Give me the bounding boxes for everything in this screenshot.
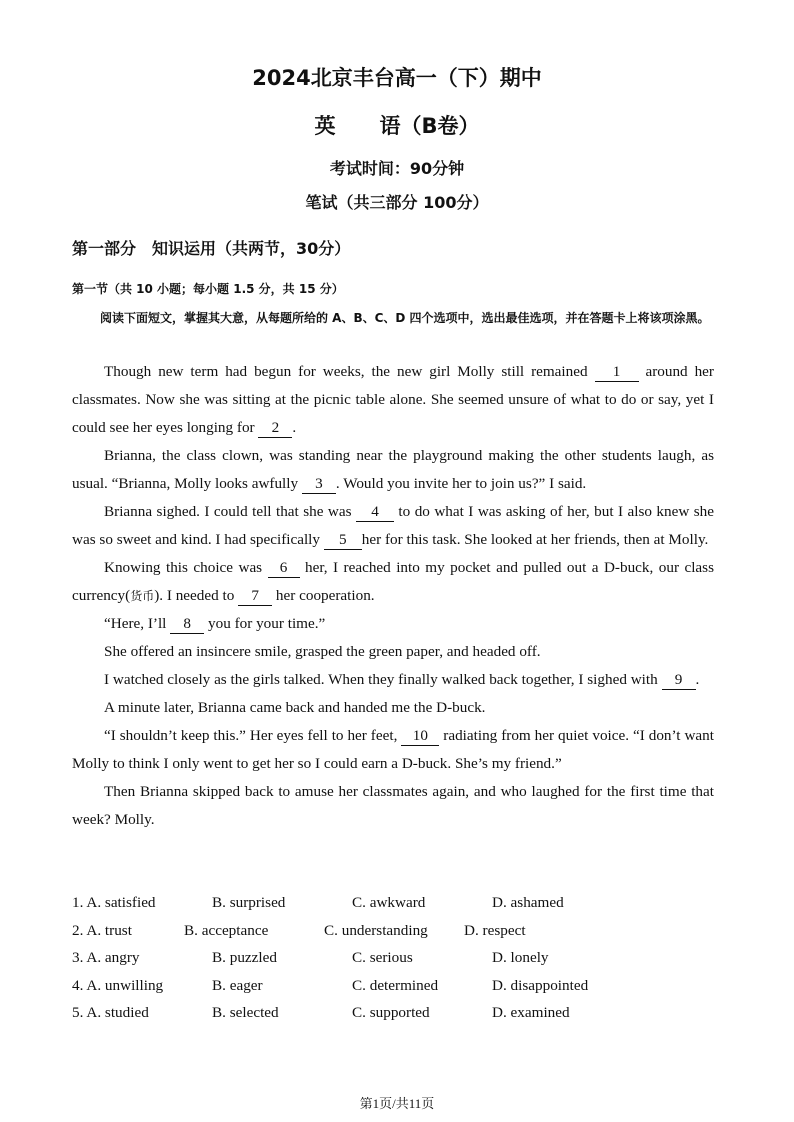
paragraph: Then Brianna skipped back to amuse her classmates again, and who laughed for the first time that week? Molly. [72,783,714,828]
option-a: 4. A. unwilling [72,976,164,994]
option-d: D. lonely [492,949,549,966]
blank-5: 5 [324,531,362,550]
paragraph: A minute later, Brianna came back and handed me the D-buck. [104,699,486,716]
option-c: C. understanding [324,921,428,939]
option-d: D. respect [464,921,526,939]
option-row [72,977,722,1005]
blank-2: 2 [258,419,292,438]
exam-title: 2024北京丰台高一（下）期中 [252,66,542,90]
option-b: B. surprised [212,894,286,911]
option-a: 3. A. angry [72,949,140,966]
paragraph: Knowing this choice was 6 her, I reached into my pocket and pulled out a D-buck, our class currency(货币). I needed to 7 her cooperation. [72,559,714,604]
option-row [72,1004,722,1032]
option-c: C. serious [352,949,413,966]
subject-char-1: 英 [314,114,336,138]
option-b: B. acceptance [184,921,269,939]
part-one-heading [72,236,350,259]
option-row [72,922,722,950]
chinese-gloss: 货币 [130,589,155,603]
paragraph: She offered an insincere smile, grasped the green paper, and headed off. [104,643,541,660]
cloze-passage [72,358,714,834]
option-a: 2. A. trust [72,921,132,939]
written-test-info: 笔试（共三部分 100分） [305,193,489,212]
option-b: B. eager [212,976,263,994]
subject-title [0,110,794,140]
section-one-heading: 第一节（共 10 小题；每小题 1.5 分，共 15 分） [72,282,344,296]
paragraph: “I shouldn’t keep this.” Her eyes fell to her feet, 10 radiating from her quiet voice. “I don’t want Molly to think I only went to get her so I could earn a D-buck. She’s my friend.” [72,727,714,772]
blank-8: 8 [170,615,204,634]
blank-3: 3 [302,475,336,494]
option-row [72,894,722,922]
option-row [72,949,722,977]
exam-time: 考试时间：90分钟 [329,159,465,178]
option-b: B. selected [212,1004,279,1021]
paragraph: Brianna sighed. I could tell that she was 4 to do what I was asking of her, but I also knew she was so sweet and kind. I had specifically 5 her for this task. She looked at her friends, then at Molly. [72,503,715,548]
paragraph: I watched closely as the girls talked. When they finally walked back together, I sighed with 9 . [104,671,700,688]
option-c: C. determined [352,976,439,994]
blank-10: 10 [401,727,439,746]
option-d: D. examined [492,1004,570,1021]
option-c: C. supported [352,1004,430,1021]
paragraph: “Here, I’ll 8 you for your time.” [104,615,326,632]
part-one-desc: 知识运用（共两节，30分） [152,239,351,258]
paragraph: Brianna, the class clown, was standing near the playground making the other students laugh, as usual. “Brianna, Molly looks awfully 3 . Would you invite her to join us?” I said. [72,447,714,492]
option-a: 5. A. studied [72,1004,149,1021]
option-b: B. puzzled [212,949,277,966]
blank-6: 6 [268,559,300,578]
part-one-label: 第一部分 [72,239,137,258]
blank-7: 7 [238,587,272,606]
subject-char-2: 语（B卷） [379,114,480,138]
blank-9: 9 [662,671,696,690]
page-number: 第1页/共11页 [359,1096,435,1111]
blank-1: 1 [595,363,639,382]
answer-options [72,894,722,1032]
option-d: D. disappointed [492,976,589,994]
section-instruction: 阅读下面短文，掌握其大意，从每题所给的 A、B、C、D 四个选项中，选出最佳选项，并在答题卡上将该项涂黑。 [100,311,710,325]
option-d: D. ashamed [492,894,564,911]
option-a: 1. A. satisfied [72,894,156,911]
blank-4: 4 [356,503,394,522]
option-c: C. awkward [352,894,426,911]
paragraph: Though new term had begun for weeks, the new girl Molly still remained 1 around her classmates. Now she was sitting at the picnic table alone. She seemed unsure of what to do or say, yet I could see her eyes longing for 2 . [72,363,714,436]
